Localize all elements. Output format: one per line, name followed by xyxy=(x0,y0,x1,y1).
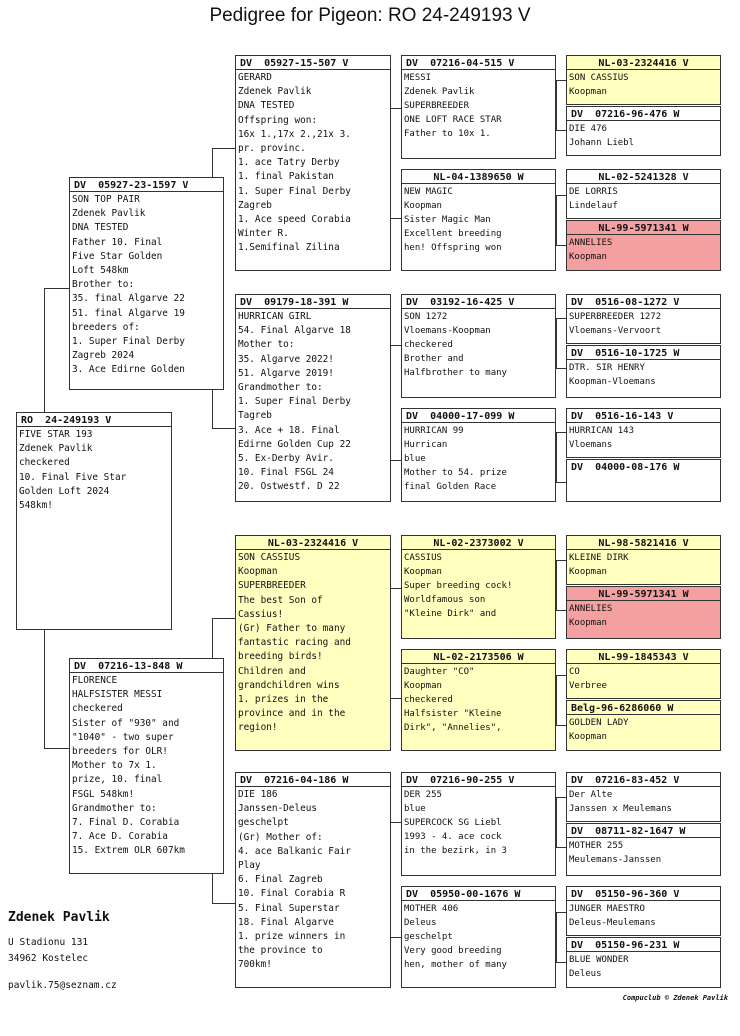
grandparent-fm-card[interactable] xyxy=(235,294,391,502)
ring-number: DV 0516-08-1272 V xyxy=(567,295,720,309)
owner-email[interactable]: pavlik.75@seznam.cz xyxy=(8,980,117,991)
ring-number: DV 07216-83-452 V xyxy=(567,773,720,787)
detail-line: breeding birds! xyxy=(238,651,323,663)
detail-line: SON CASSIUS xyxy=(569,73,629,83)
detail-line: hen! Offspring won xyxy=(404,243,502,253)
detail-line: Tagreb xyxy=(238,410,272,422)
detail-line: ANNELIES xyxy=(569,238,613,248)
gggp-card[interactable] xyxy=(566,937,721,988)
detail-line: geschelpt xyxy=(404,932,453,942)
detail-line: HALFSISTER MESSI xyxy=(72,689,163,701)
connector-line xyxy=(556,80,566,81)
detail-line: 1. final Pakistan xyxy=(238,171,334,183)
detail-line: 16x 1.,17x 2.,21x 3. xyxy=(238,128,351,140)
gggp-card[interactable] xyxy=(566,55,721,105)
detail-line: Vloemans-Vervoort xyxy=(569,326,662,336)
connector-line xyxy=(556,80,557,130)
connector-line xyxy=(556,318,566,319)
ggp-card[interactable] xyxy=(401,772,556,876)
detail-line: 15. Extrem OLR 607km xyxy=(72,845,185,857)
pigeon-details xyxy=(567,715,720,744)
detail-line: Play xyxy=(238,860,261,872)
connector-line xyxy=(44,288,45,412)
connector-line xyxy=(556,318,557,368)
detail-line: the province to xyxy=(238,945,323,957)
detail-line: (Gr) Mother of: xyxy=(238,831,323,843)
gggp-card[interactable] xyxy=(566,772,721,822)
connector-line xyxy=(212,148,235,149)
connector-line xyxy=(556,195,557,245)
detail-line: Zagreb 2024 xyxy=(72,350,135,362)
detail-line: checkered xyxy=(19,457,70,469)
ring-number: DV 07216-04-515 V xyxy=(402,56,555,70)
detail-line: Lindelauf xyxy=(569,201,618,211)
detail-line: Koopman xyxy=(404,201,442,211)
detail-line: 1. prize winners in xyxy=(238,931,346,943)
detail-line: breeders of: xyxy=(72,321,140,333)
ring-number: NL-02-2373002 V xyxy=(402,536,555,550)
connector-line xyxy=(556,847,566,848)
detail-line: prize, 10. final xyxy=(72,774,163,786)
detail-line: final Golden Race xyxy=(404,482,497,492)
owner-name: Zdenek Pavlik xyxy=(8,910,110,925)
detail-line: Janssen x Meulemans xyxy=(569,804,672,814)
connector-line xyxy=(556,912,557,962)
detail-line: 1. ace Tatry Derby xyxy=(238,157,340,169)
detail-line: BLUE WONDER xyxy=(569,955,629,965)
detail-line: FSGL 548km! xyxy=(72,788,135,800)
pigeon-details xyxy=(402,184,555,255)
pigeon-details xyxy=(567,70,720,99)
ring-number: DV 07216-13-848 W xyxy=(70,659,223,673)
connector-line xyxy=(556,130,566,131)
detail-line: Winter R. xyxy=(238,228,289,240)
detail-line: 1. prizes in the xyxy=(238,694,329,706)
detail-line: Koopman xyxy=(404,681,442,691)
detail-line: 3. Ace + 18. Final xyxy=(238,424,340,436)
detail-line: DNA TESTED xyxy=(72,222,129,234)
pigeon-details xyxy=(567,235,720,264)
detail-line: Koopman xyxy=(569,87,607,97)
detail-line: ANNELIES xyxy=(569,604,613,614)
detail-line: Mother to 7x 1. xyxy=(72,760,157,772)
detail-line: Very good breeding xyxy=(404,946,502,956)
detail-line: JUNGER MAESTRO xyxy=(569,904,645,914)
detail-line: Loft 548km xyxy=(72,265,129,277)
detail-line: 1993 - 4. ace cock xyxy=(404,832,502,842)
connector-line xyxy=(390,937,401,938)
pigeon-details xyxy=(236,70,390,256)
ring-number: DV 07216-96-476 W xyxy=(567,107,720,121)
connector-line xyxy=(556,912,566,913)
ring-number: NL-03-2324416 V xyxy=(236,536,390,550)
detail-line: Zdenek Pavlik xyxy=(72,208,146,220)
detail-line: 4. ace Balkanic Fair xyxy=(238,845,351,857)
detail-line: 6. Final Zagreb xyxy=(238,874,323,886)
ring-number: NL-02-5241328 V xyxy=(567,170,720,184)
connector-line xyxy=(44,288,69,289)
detail-line: Deleus xyxy=(404,918,437,928)
pigeon-details xyxy=(567,121,720,150)
detail-line: blue xyxy=(404,454,426,464)
detail-line: 1. Ace speed Corabia xyxy=(238,214,351,226)
gggp-card[interactable] xyxy=(566,345,721,398)
connector-line xyxy=(556,482,566,483)
detail-line: 1.Semifinal Zilina xyxy=(238,242,340,254)
detail-line: Deleus xyxy=(569,969,602,979)
gggp-card[interactable] xyxy=(566,220,721,271)
detail-line: SUPERBREEDER xyxy=(404,101,470,111)
gggp-card[interactable] xyxy=(566,535,721,585)
detail-line: 700km! xyxy=(238,959,272,971)
detail-line: 20. Ostwestf. D 22 xyxy=(238,481,340,493)
gggp-card[interactable] xyxy=(566,649,721,699)
ring-number: DV 09179-18-391 W xyxy=(236,295,390,309)
connector-line xyxy=(556,560,557,610)
detail-line: checkered xyxy=(404,340,453,350)
ring-number: Belg-96-6286060 W xyxy=(567,701,720,715)
mother-card[interactable] xyxy=(69,658,224,874)
ring-number: NL-02-2173506 W xyxy=(402,650,555,664)
detail-line: FIVE STAR 193 xyxy=(19,429,93,440)
detail-line: 1. Super Final Derby xyxy=(72,336,185,348)
detail-line: 3. Ace Edirne Golden xyxy=(72,364,185,376)
detail-line: 548km! xyxy=(19,500,53,512)
detail-line: Mother to: xyxy=(238,339,295,351)
pigeon-details xyxy=(567,952,720,981)
pigeon-details xyxy=(567,901,720,930)
detail-line: Grandmother to: xyxy=(72,802,157,814)
ring-number: NL-99-1845343 V xyxy=(567,650,720,664)
connector-line xyxy=(44,748,69,749)
grandparent-mm-card[interactable] xyxy=(235,772,391,988)
detail-line: Zdenek Pavlik xyxy=(19,443,93,455)
detail-line: geschelpt xyxy=(238,817,289,829)
pigeon-details xyxy=(70,673,223,859)
connector-line xyxy=(556,245,566,246)
detail-line: Vloemans-Koopman xyxy=(404,326,491,336)
gggp-card[interactable] xyxy=(566,408,721,458)
detail-line: 7. Ace D. Corabia xyxy=(72,831,168,843)
detail-line: SON CASSIUS xyxy=(238,552,301,563)
ring-number: DV 08711-82-1647 W xyxy=(567,824,720,838)
detail-line: MESSI xyxy=(404,73,432,83)
gggp-card[interactable] xyxy=(566,886,721,936)
ring-number: DV 0516-16-143 V xyxy=(567,409,720,423)
detail-line: breeders for OLR! xyxy=(72,746,168,758)
grandparent-ff-card[interactable] xyxy=(235,55,391,271)
footer-credit: Compuclub © Zdenek Pavlik xyxy=(622,994,728,1002)
detail-line: GERARD xyxy=(238,72,272,83)
detail-line: Koopman xyxy=(569,567,607,577)
detail-line: SUPERBREEDER xyxy=(238,580,306,592)
connector-line xyxy=(390,218,401,219)
detail-line: Koopman-Vloemans xyxy=(569,377,656,387)
connector-line xyxy=(212,618,235,619)
pigeon-details xyxy=(402,423,555,494)
detail-line: pr. provinc. xyxy=(238,143,306,155)
ring-number: DV 05150-96-231 W xyxy=(567,938,720,952)
pigeon-details xyxy=(402,309,555,380)
detail-line: Excellent breeding xyxy=(404,229,502,239)
pigeon-details xyxy=(567,550,720,579)
ggp-card[interactable] xyxy=(401,55,556,159)
detail-line: HURRICAN GIRL xyxy=(238,311,312,322)
detail-line: Golden Loft 2024 xyxy=(19,485,110,497)
detail-line: Koopman xyxy=(569,732,607,742)
connector-line xyxy=(390,588,401,589)
ggp-card[interactable] xyxy=(401,649,556,751)
ring-number: DV 04000-17-099 W xyxy=(402,409,555,423)
connector-line xyxy=(556,368,566,369)
detail-line: province and in the xyxy=(238,708,346,720)
detail-line: DTR. SIR HENRY xyxy=(569,363,645,373)
detail-line: "Kleine Dirk" and xyxy=(404,609,497,619)
detail-line: DIE 476 xyxy=(569,124,607,134)
detail-line: Cassius! xyxy=(238,608,284,620)
connector-line xyxy=(390,345,401,346)
connector-line xyxy=(556,797,557,847)
detail-line: Verbree xyxy=(569,681,607,691)
pigeon-details xyxy=(402,787,555,858)
ring-number: DV 05150-96-360 V xyxy=(567,887,720,901)
detail-line: SON TOP PAIR xyxy=(72,194,140,205)
detail-line: fantastic racing and xyxy=(238,637,351,649)
pigeon-details xyxy=(236,309,390,495)
pigeon-details xyxy=(567,787,720,816)
gggp-card[interactable] xyxy=(566,106,721,156)
detail-line: KLEINE DIRK xyxy=(569,553,629,563)
detail-line: GOLDEN LADY xyxy=(569,718,629,728)
pigeon-details xyxy=(236,787,390,973)
ring-number: DV 07216-90-255 V xyxy=(402,773,555,787)
detail-line: checkered xyxy=(72,703,123,715)
detail-line: 1. Super Final Derby xyxy=(238,185,351,197)
gggp-card[interactable] xyxy=(566,459,721,502)
detail-line: The best Son of xyxy=(238,594,323,606)
pigeon-details xyxy=(236,550,390,736)
detail-line: DER 255 xyxy=(404,790,442,800)
pigeon-details xyxy=(567,838,720,867)
ring-number: NL-99-5971341 W xyxy=(567,221,720,235)
detail-line: Brother and xyxy=(404,354,464,364)
detail-line: Koopman xyxy=(404,567,442,577)
ring-number: DV 03192-16-425 V xyxy=(402,295,555,309)
detail-line: 18. Final Algarve xyxy=(238,916,334,928)
detail-line: Brother to: xyxy=(72,279,135,291)
pigeon-details xyxy=(567,601,720,630)
detail-line: Super breeding cock! xyxy=(404,581,513,591)
connector-line xyxy=(556,610,566,611)
detail-line: MOTHER 406 xyxy=(404,904,459,914)
ggp-card[interactable] xyxy=(401,535,556,639)
connector-line xyxy=(556,432,566,433)
owner-address-1: U Stadionu 131 xyxy=(8,937,89,948)
detail-line: NEW MAGIC xyxy=(404,187,453,197)
ring-number: DV 07216-04-186 W xyxy=(236,773,390,787)
connector-line xyxy=(44,630,45,748)
connector-line xyxy=(556,797,566,798)
detail-line: Offspring won: xyxy=(238,114,318,126)
detail-line: 5. Final Superstar xyxy=(238,902,340,914)
detail-line: 10. Final FSGL 24 xyxy=(238,467,334,479)
detail-line: HURRICAN 99 xyxy=(404,426,464,436)
detail-line: Sister Magic Man xyxy=(404,215,491,225)
gggp-card[interactable] xyxy=(566,586,721,639)
detail-line: SUPERCOCK SG Liebl xyxy=(404,818,502,828)
detail-line: Five Star Golden xyxy=(72,250,163,262)
detail-line: Koopman xyxy=(569,252,607,262)
pigeon-details xyxy=(567,309,720,338)
detail-line: 10. Final Corabia R xyxy=(238,888,346,900)
ggp-card[interactable] xyxy=(401,408,556,502)
detail-line: Halfsister "Kleine xyxy=(404,709,502,719)
ring-number: NL-99-5971341 W xyxy=(567,587,720,601)
detail-line: (Gr) Father to many xyxy=(238,623,346,635)
detail-line: 35. final Algarve 22 xyxy=(72,293,185,305)
detail-line: 5. Ex-Derby Avir. xyxy=(238,453,334,465)
pigeon-details xyxy=(567,474,720,475)
detail-line: grandchildren wins xyxy=(238,679,340,691)
gggp-card[interactable] xyxy=(566,700,721,751)
detail-line: 51. final Algarve 19 xyxy=(72,307,185,319)
owner-address-2: 34962 Kostelec xyxy=(8,953,89,964)
ring-number: NL-04-1389650 W xyxy=(402,170,555,184)
connector-line xyxy=(556,560,566,561)
connector-line xyxy=(390,698,401,699)
detail-line: Zdenek Pavlik xyxy=(238,86,312,98)
ring-number: RO 24-249193 V xyxy=(17,413,171,427)
page-title: Pedigree for Pigeon: RO 24-249193 V xyxy=(209,5,531,26)
detail-line: Halfbrother to many xyxy=(404,368,507,378)
ring-number: DV 05927-15-507 V xyxy=(236,56,390,70)
connector-line xyxy=(556,195,566,196)
detail-line: DE LORRIS xyxy=(569,187,618,197)
detail-line: Der Alte xyxy=(569,790,613,800)
detail-line: SON 1272 xyxy=(404,312,448,322)
connector-line xyxy=(212,428,235,429)
detail-line: Koopman xyxy=(569,618,607,628)
detail-line: Deleus-Meulemans xyxy=(569,918,656,928)
ring-number: DV 05927-23-1597 V xyxy=(70,178,223,192)
ring-number: DV 05950-00-1676 W xyxy=(402,887,555,901)
detail-line: 10. Final Five Star xyxy=(19,471,127,483)
connector-line xyxy=(556,725,566,726)
pigeon-details xyxy=(567,184,720,213)
connector-line xyxy=(556,675,566,676)
ring-number: NL-03-2324416 V xyxy=(567,56,720,70)
connector-line xyxy=(390,108,401,109)
detail-line: Meulemans-Janssen xyxy=(569,855,662,865)
detail-line: Zagreb xyxy=(238,199,272,211)
ring-number: DV 0516-10-1725 W xyxy=(567,346,720,360)
detail-line: Children and xyxy=(238,665,306,677)
detail-line: hen, mother of many xyxy=(404,960,507,970)
detail-line: region! xyxy=(238,722,278,734)
detail-line: ONE LOFT RACE STAR xyxy=(404,115,502,125)
detail-line: Zdenek Pavlik xyxy=(404,87,475,97)
detail-line: Hurrican xyxy=(404,440,448,450)
subject-pigeon-card[interactable] xyxy=(16,412,172,630)
detail-line: checkered xyxy=(404,695,453,705)
detail-line: Father 10. Final xyxy=(72,236,163,248)
detail-line: 1. Super Final Derby xyxy=(238,396,351,408)
connector-line xyxy=(556,962,566,963)
connector-line xyxy=(556,675,557,725)
detail-line: Janssen-Deleus xyxy=(238,803,318,815)
pigeon-details xyxy=(17,427,171,513)
detail-line: Daughter "CO" xyxy=(404,667,475,677)
pigeon-details xyxy=(567,664,720,693)
detail-line: blue xyxy=(404,804,426,814)
detail-line: CO xyxy=(569,667,580,677)
connector-line xyxy=(390,822,401,823)
detail-line: Mother to 54. prize xyxy=(404,468,507,478)
connector-line xyxy=(212,903,235,904)
detail-line: in the bezirk, in 3 xyxy=(404,846,507,856)
pigeon-details xyxy=(567,360,720,389)
detail-line: Vloemans xyxy=(569,440,613,450)
ring-number: NL-98-5821416 V xyxy=(567,536,720,550)
detail-line: HURRICAN 143 xyxy=(569,426,635,436)
father-card[interactable] xyxy=(69,177,224,390)
detail-line: DIE 186 xyxy=(238,789,278,800)
pigeon-details xyxy=(567,423,720,452)
ggp-card[interactable] xyxy=(401,294,556,398)
detail-line: Grandmother to: xyxy=(238,382,323,394)
detail-line: Koopman xyxy=(238,566,278,578)
detail-line: DNA TESTED xyxy=(238,100,295,112)
detail-line: Johann Liebl xyxy=(569,138,635,148)
grandparent-mf-card[interactable] xyxy=(235,535,391,751)
detail-line: Worldfamous son xyxy=(404,595,486,605)
detail-line: CASSIUS xyxy=(404,553,442,563)
detail-line: 51. Algarve 2019! xyxy=(238,367,334,379)
pigeon-details xyxy=(402,70,555,141)
connector-line xyxy=(556,432,557,482)
detail-line: SUPERBREEDER 1272 xyxy=(569,312,662,322)
detail-line: Father to 10x 1. xyxy=(404,129,491,139)
detail-line: 35. Algarve 2022! xyxy=(238,353,334,365)
detail-line: "1040" - two super xyxy=(72,731,174,743)
pigeon-details xyxy=(70,192,223,378)
ring-number: DV 04000-08-176 W xyxy=(571,462,680,473)
ggp-card[interactable] xyxy=(401,169,556,271)
detail-line: Dirk", "Annelies", xyxy=(404,723,502,733)
detail-line: Edirne Golden Cup 22 xyxy=(238,438,351,450)
gggp-card[interactable] xyxy=(566,294,721,344)
detail-line: Sister of "930" and xyxy=(72,717,180,729)
detail-line: 54. Final Algarve 18 xyxy=(238,325,351,337)
pigeon-details xyxy=(402,664,555,735)
detail-line: MOTHER 255 xyxy=(569,841,624,851)
connector-line xyxy=(390,460,401,461)
gggp-card[interactable] xyxy=(566,169,721,219)
pigeon-details xyxy=(402,901,555,972)
pigeon-details xyxy=(402,550,555,621)
detail-line: FLORENCE xyxy=(72,675,118,686)
detail-line: 7. Final D. Corabia xyxy=(72,817,180,829)
gggp-card[interactable] xyxy=(566,823,721,876)
ggp-card[interactable] xyxy=(401,886,556,988)
